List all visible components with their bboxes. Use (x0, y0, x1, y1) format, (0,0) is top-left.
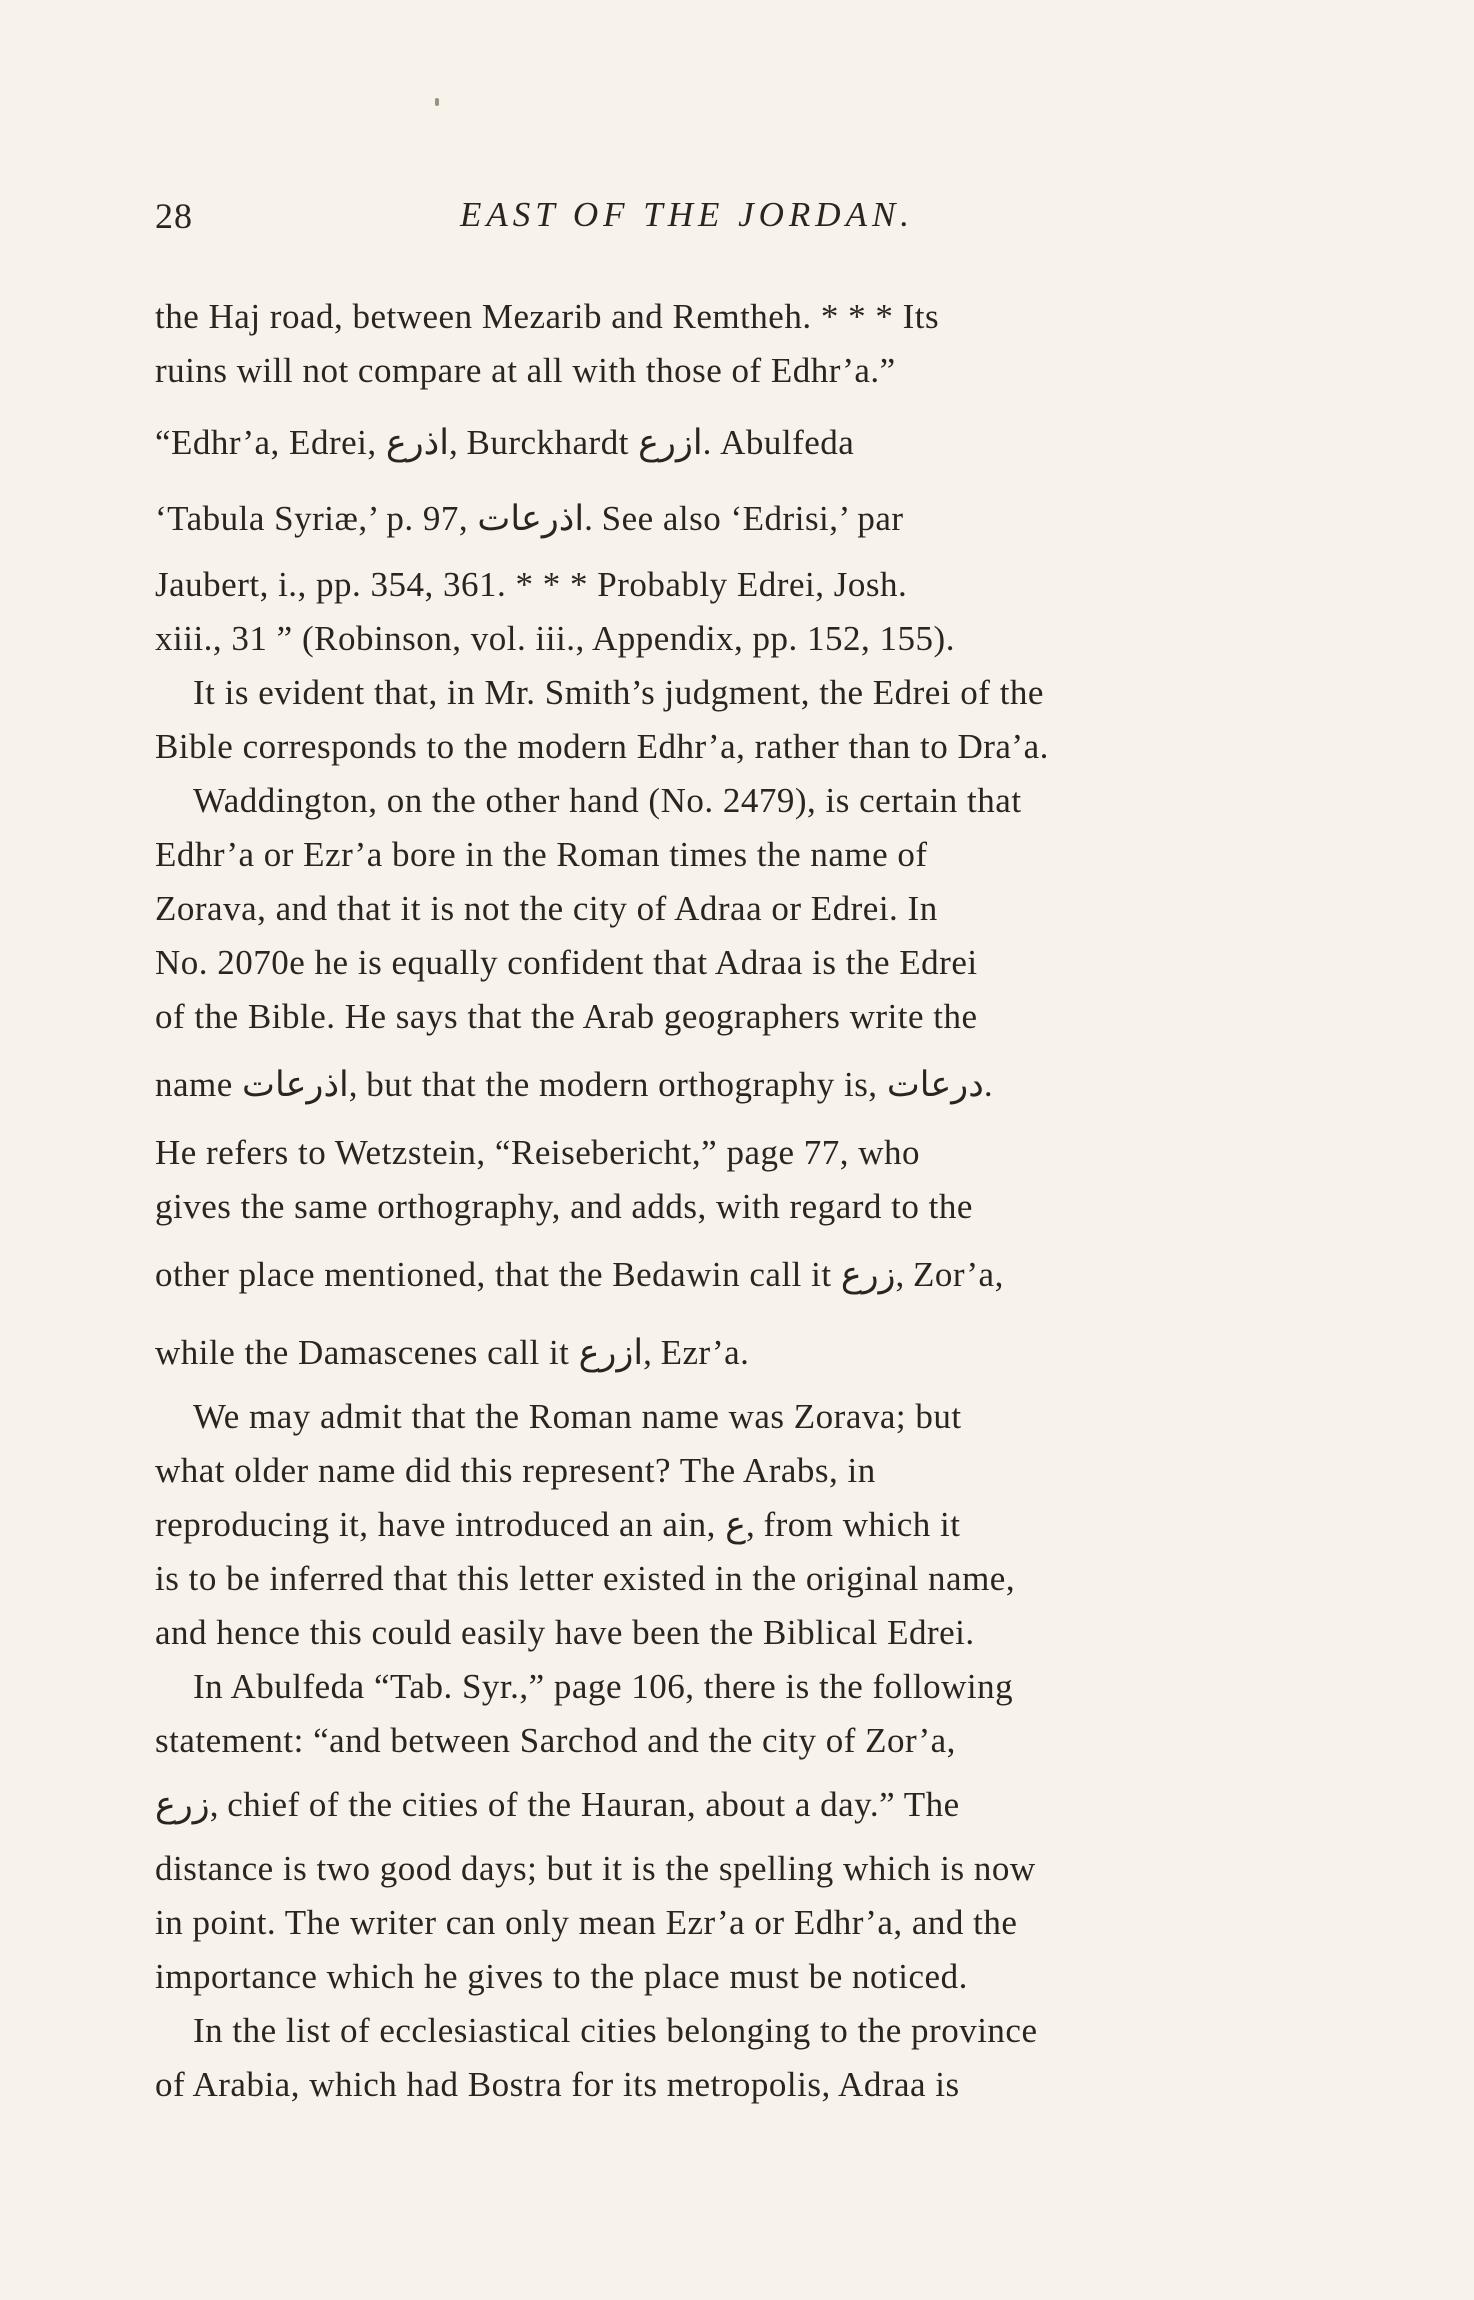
body-text (155, 290, 1267, 2112)
text-line: ruins will not compare at all with those of Edhr’a.” (155, 351, 896, 390)
text-line: It is evident that, in Mr. Smith’s judgment, the Edrei of the (193, 673, 1044, 712)
text-line: No. 2070e he is equally confident that Adraa is the Edrei (155, 943, 978, 982)
text-line: is to be inferred that this letter existed in the original name, (155, 1559, 1016, 1598)
text-line: the Haj road, between Mezarib and Remtheh. * * * Its (155, 297, 940, 336)
text-line: and hence this could easily have been the Biblical Edrei. (155, 1613, 975, 1652)
text-line: He refers to Wetzstein, “Reisebericht,” page 77, who (155, 1133, 921, 1172)
text-line: Edhr’a or Ezr’a bore in the Roman times the name of (155, 835, 928, 874)
text-line: what older name did this represent? The Arabs, in (155, 1451, 876, 1490)
text-line: other place mentioned, that the Bedawin call it ﺯﺭﻉ, Zor’a, (155, 1255, 1004, 1294)
text-line: importance which he gives to the place must be noticed. (155, 1957, 968, 1996)
text-line: ‘Tabula Syriæ,’ p. 97, ﺍﺫﺭﻋﺎﺕ. See also ‘Edrisi,’ par (155, 499, 904, 538)
text-line: Bible corresponds to the modern Edhr’a, rather than to Dra’a. (155, 727, 1049, 766)
page-number: 28 (155, 196, 193, 236)
text-line: while the Damascenes call it ﺍﺯﺭﻉ, Ezr’a. (155, 1333, 750, 1372)
text-line: In Abulfeda “Tab. Syr.,” page 106, there is the following (193, 1667, 1014, 1706)
page-mark (435, 98, 439, 106)
text-line: In the list of ecclesiastical cities belonging to the province (193, 2011, 1038, 2050)
text-line: gives the same orthography, and adds, with regard to the (155, 1187, 973, 1226)
text-line: statement: “and between Sarchod and the city of Zor’a, (155, 1721, 956, 1760)
text-line: name ﺍﺫﺭﻋﺎﺕ, but that the modern orthography is, ﺩﺭﻋﺎﺕ. (155, 1065, 993, 1104)
running-head (155, 195, 1275, 245)
text-line: of the Bible. He says that the Arab geographers write the (155, 997, 978, 1036)
text-line: “Edhr’a, Edrei, ﺍﺫﺭﻉ, Burckhardt ﺍﺯﺭﻉ. Abulfeda (155, 423, 855, 462)
text-line: reproducing it, have introduced an ain, ﻉ, from which it (155, 1505, 961, 1544)
text-line: distance is two good days; but it is the spelling which is now (155, 1849, 1036, 1888)
text-line: We may admit that the Roman name was Zorava; but (193, 1397, 962, 1436)
text-line: in point. The writer can only mean Ezr’a or Edhr’a, and the (155, 1903, 1018, 1942)
text-line: of Arabia, which had Bostra for its metropolis, Adraa is (155, 2065, 960, 2104)
running-title: EAST OF THE JORDAN. (460, 195, 915, 234)
text-line: ﺯﺭﻉ, chief of the cities of the Hauran, about a day.” The (155, 1785, 960, 1824)
text-line: xiii., 31 ” (Robinson, vol. iii., Appendix, pp. 152, 155). (155, 619, 955, 658)
text-line: Zorava, and that it is not the city of Adraa or Edrei. In (155, 889, 938, 928)
text-line: Jaubert, i., pp. 354, 361. * * * Probably Edrei, Josh. (155, 565, 908, 604)
text-line: Waddington, on the other hand (No. 2479), is certain that (193, 781, 1022, 820)
